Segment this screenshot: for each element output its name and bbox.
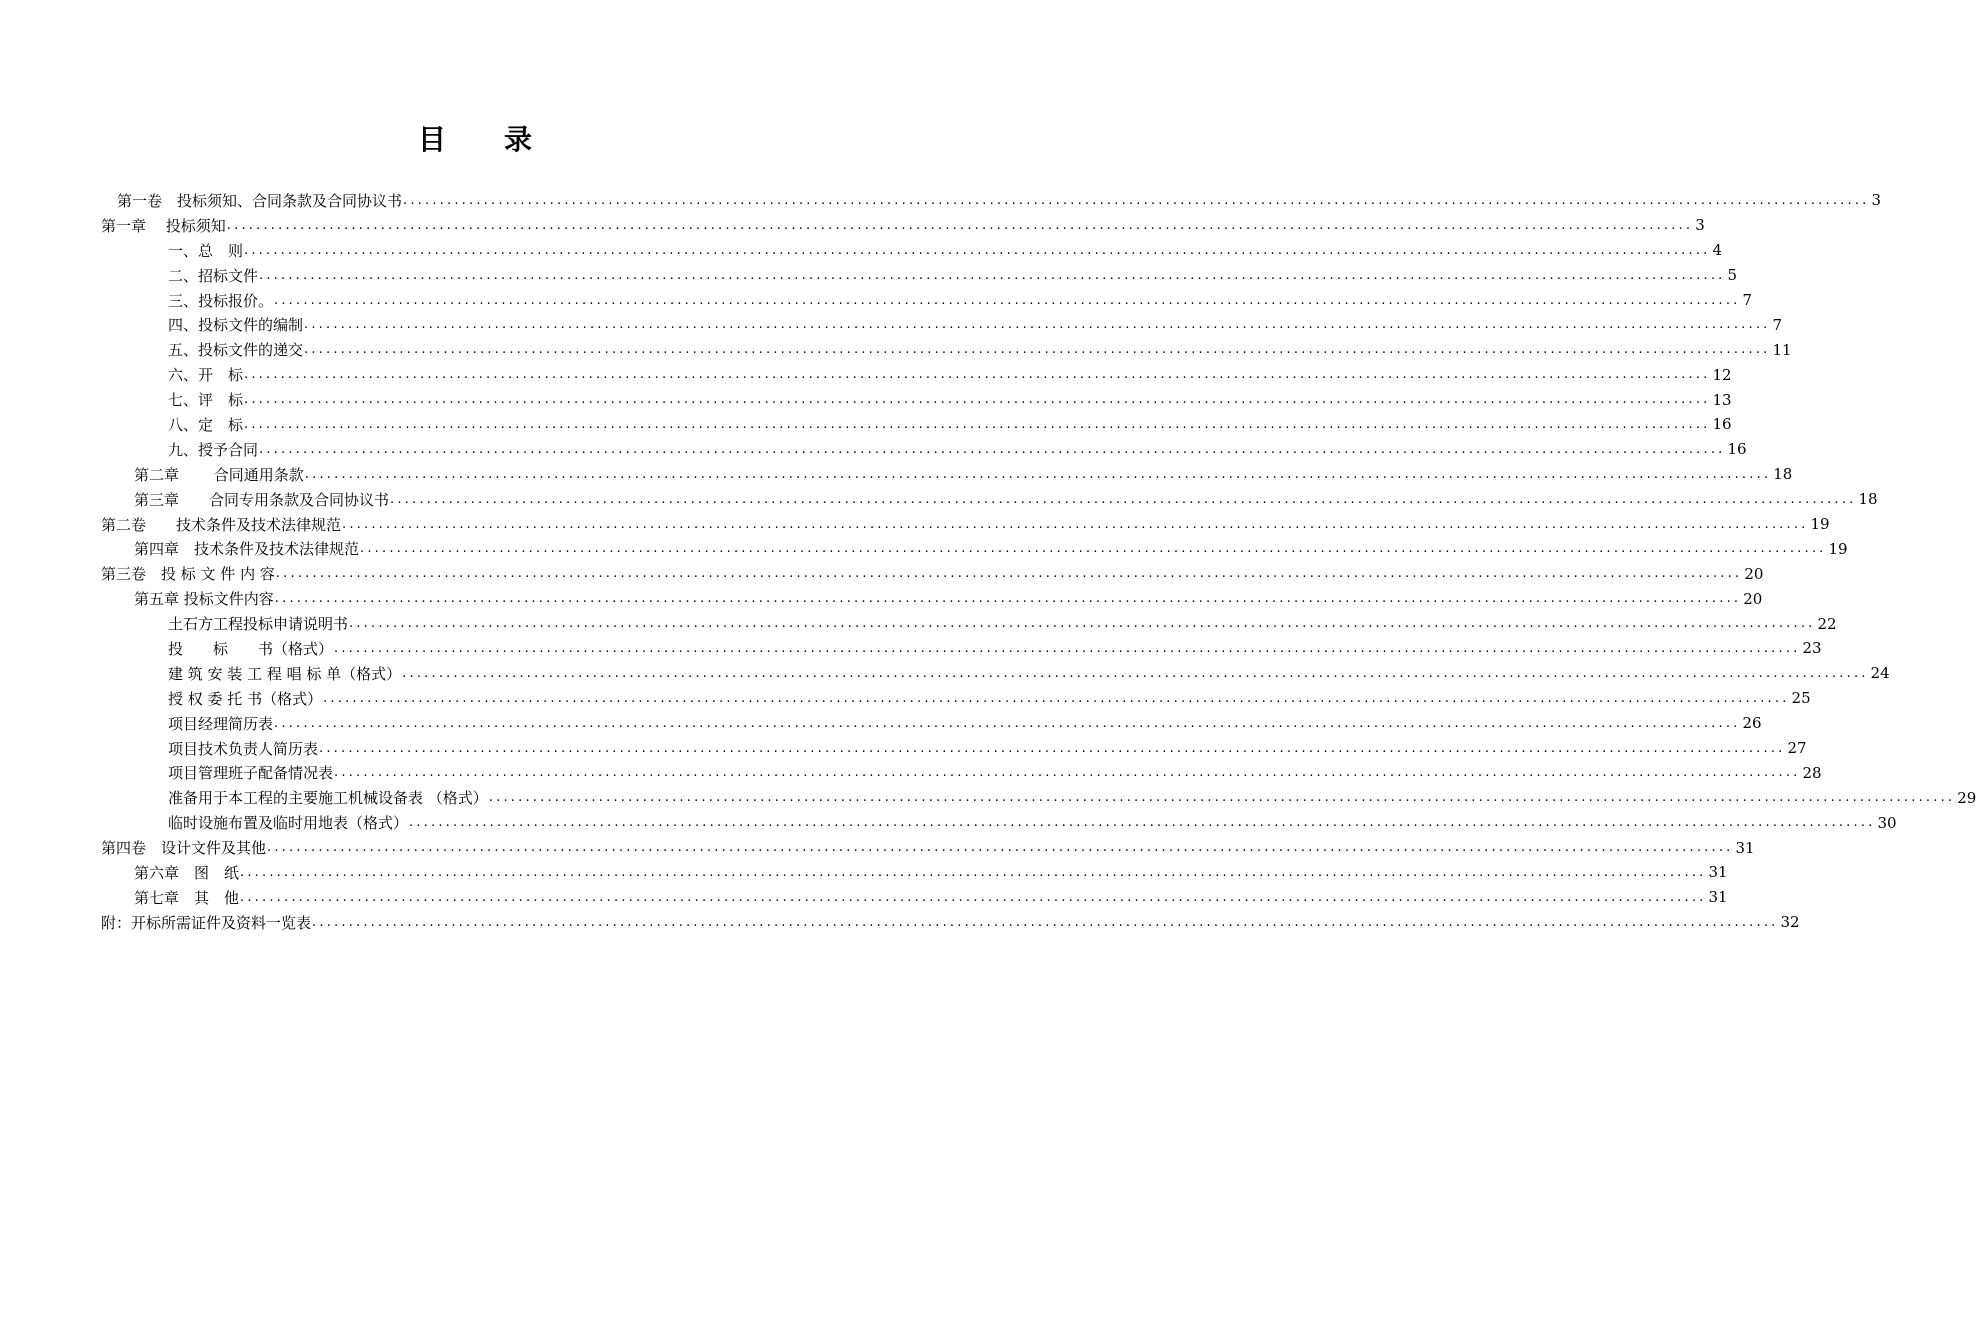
toc-entry-title: 四、投标文件的编制 — [168, 316, 304, 335]
toc-dot-leader: ........................................................................................................................................................................................................ — [226, 217, 1694, 233]
toc-dot-leader: ........................................................................................................................................................................................................ — [488, 790, 1956, 806]
toc-entry[interactable] — [0, 337, 1792, 362]
toc-dot-leader: ........................................................................................................................................................................................................ — [267, 840, 1734, 856]
toc-dot-leader: ........................................................................................................................................................................................................ — [409, 815, 1876, 831]
toc-entry-title: 二、招标文件 — [168, 266, 259, 285]
title-char-2: 录 — [504, 123, 533, 156]
toc-entry-page-number: 20 — [1743, 589, 1763, 608]
toc-entry-title: 六、开 标 — [168, 366, 244, 385]
toc-entry[interactable] — [0, 312, 1783, 337]
toc-entry-title: 第二章 合同通用条款 — [134, 465, 304, 484]
toc-dot-leader: ........................................................................................................................................................................................................ — [323, 690, 1790, 706]
toc-dot-leader: ........................................................................................................................................................................................................ — [244, 416, 1711, 432]
toc-entry-title: 九、授予合同 — [168, 440, 259, 459]
toc-entry-title: 第七章 其 他 — [134, 888, 240, 907]
toc-entry[interactable] — [0, 661, 1890, 686]
toc-entry-page-number: 27 — [1787, 739, 1807, 758]
toc-entry-page-number: 18 — [1773, 465, 1793, 484]
toc-entry-page-number: 22 — [1817, 614, 1837, 633]
toc-dot-leader: ........................................................................................................................................................................................................ — [274, 292, 1741, 308]
toc-entry[interactable] — [0, 561, 1764, 586]
toc-entry-title: 准备用于本工程的主要施工机械设备表 （格式） — [168, 789, 488, 808]
toc-dot-leader: ........................................................................................................................................................................................................ — [342, 516, 1809, 532]
toc-entry-title: 土石方工程投标申请说明书 — [168, 615, 349, 634]
toc-entry-title: 第一章 投标须知 — [101, 216, 226, 235]
toc-entry-title: 第一卷 投标须知、合同条款及合同协议书 — [117, 191, 403, 210]
page-title — [0, 118, 950, 158]
toc-entry-title: 八、定 标 — [168, 415, 244, 434]
toc-dot-leader: ........................................................................................................................................................................................................ — [244, 367, 1711, 383]
toc-entry[interactable] — [0, 760, 1822, 785]
toc-dot-leader: ........................................................................................................................................................................................................ — [244, 392, 1711, 408]
toc-entry[interactable] — [0, 512, 1830, 537]
toc-entry[interactable] — [0, 487, 1878, 512]
toc-entry[interactable] — [0, 288, 1753, 313]
title-char-1: 目 — [417, 123, 446, 156]
toc-dot-leader: ........................................................................................................................................................................................................ — [240, 889, 1707, 905]
toc-entry-title: 第四卷 设计文件及其他 — [101, 839, 267, 858]
toc-entry[interactable] — [0, 462, 1793, 487]
toc-dot-leader: ........................................................................................................................................................................................................ — [274, 591, 1742, 607]
toc-entry-title: 建 筑 安 装 工 程 唱 标 单（格式） — [168, 664, 402, 683]
toc-entry-page-number: 13 — [1712, 390, 1732, 409]
toc-entry[interactable] — [0, 586, 1763, 611]
toc-entry[interactable] — [0, 835, 1755, 860]
toc-dot-leader: ........................................................................................................................................................................................................ — [334, 640, 1801, 656]
toc-dot-leader: ........................................................................................................................................................................................................ — [275, 566, 1743, 582]
toc-entry[interactable] — [0, 437, 1747, 462]
toc-dot-leader: ........................................................................................................................................................................................................ — [304, 466, 1772, 482]
toc-entry-page-number: 12 — [1712, 365, 1732, 384]
toc-entry[interactable] — [0, 387, 1732, 412]
toc-entry-title: 临时设施布置及临时用地表（格式） — [168, 814, 409, 833]
toc-entry-page-number: 31 — [1708, 888, 1728, 907]
toc-entry[interactable] — [0, 785, 1976, 810]
toc-entry-title: 第二卷 技术条件及技术法律规范 — [101, 515, 342, 534]
toc-entry-page-number: 20 — [1744, 564, 1764, 583]
toc-dot-leader: ........................................................................................................................................................................................................ — [319, 740, 1786, 756]
toc-dot-leader: ........................................................................................................................................................................................................ — [244, 242, 1711, 258]
toc-dot-leader: ........................................................................................................................................................................................................ — [334, 765, 1801, 781]
toc-entry-page-number: 3 — [1871, 191, 1882, 210]
toc-entry-title: 授 权 委 托 书（格式） — [168, 689, 323, 708]
toc-entry[interactable] — [0, 188, 1882, 213]
toc-entry[interactable] — [0, 736, 1807, 761]
toc-entry-page-number: 24 — [1870, 664, 1890, 683]
toc-entry-title: 投 标 书（格式） — [168, 639, 334, 658]
toc-entry[interactable] — [0, 536, 1848, 561]
toc-entry-page-number: 19 — [1828, 539, 1848, 558]
toc-entry-title: 项目管理班子配备情况表 — [168, 764, 334, 783]
toc-entry-page-number: 26 — [1742, 714, 1762, 733]
toc-dot-leader: ........................................................................................................................................................................................................ — [312, 914, 1779, 930]
toc-entry[interactable] — [0, 636, 1822, 661]
toc-entry-title: 项目技术负责人简历表 — [168, 739, 319, 758]
toc-entry[interactable] — [0, 611, 1837, 636]
toc-dot-leader: ........................................................................................................................................................................................................ — [274, 715, 1741, 731]
toc-entry[interactable] — [0, 885, 1728, 910]
toc-entry-page-number: 16 — [1712, 415, 1732, 434]
toc-entry[interactable] — [0, 412, 1732, 437]
toc-dot-leader: ........................................................................................................................................................................................................ — [390, 491, 1857, 507]
toc-entry-page-number: 31 — [1735, 838, 1755, 857]
toc-dot-leader: ........................................................................................................................................................................................................ — [304, 342, 1771, 358]
toc-entry-page-number: 7 — [1772, 315, 1783, 334]
toc-entry-title: 第五章 投标文件内容 — [134, 590, 274, 609]
table-of-contents — [0, 188, 1976, 935]
toc-entry-page-number: 5 — [1727, 266, 1738, 285]
toc-entry-page-number: 16 — [1727, 440, 1747, 459]
toc-entry-title: 项目经理简历表 — [168, 714, 274, 733]
toc-entry[interactable] — [0, 860, 1728, 885]
toc-dot-leader: ........................................................................................................................................................................................................ — [240, 864, 1707, 880]
toc-entry[interactable] — [0, 263, 1738, 288]
toc-dot-leader: ........................................................................................................................................................................................................ — [259, 267, 1726, 283]
toc-entry-title: 附：开标所需证件及资料一览表 — [101, 913, 312, 932]
toc-dot-leader: ........................................................................................................................................................................................................ — [360, 541, 1827, 557]
toc-dot-leader: ........................................................................................................................................................................................................ — [259, 441, 1726, 457]
toc-entry-page-number: 11 — [1772, 340, 1792, 359]
toc-entry-page-number: 18 — [1858, 490, 1878, 509]
toc-entry-page-number: 19 — [1810, 515, 1830, 534]
toc-entry-title: 七、评 标 — [168, 391, 244, 410]
toc-entry-title: 一、总 则 — [168, 241, 244, 260]
toc-entry-page-number: 25 — [1791, 689, 1811, 708]
toc-dot-leader: ........................................................................................................................................................................................................ — [304, 317, 1771, 333]
toc-entry-title: 第三章 合同专用条款及合同协议书 — [134, 490, 390, 509]
toc-dot-leader: ........................................................................................................................................................................................................ — [349, 616, 1816, 632]
toc-entry[interactable] — [0, 213, 1705, 238]
toc-entry-page-number: 32 — [1780, 913, 1800, 932]
toc-entry-title: 第六章 图 纸 — [134, 863, 240, 882]
toc-entry-title: 三、投标报价。 — [168, 291, 274, 310]
toc-entry[interactable] — [0, 238, 1723, 263]
toc-entry-page-number: 29 — [1957, 788, 1976, 807]
toc-entry-page-number: 30 — [1877, 813, 1897, 832]
toc-entry-title: 五、投标文件的递交 — [168, 341, 304, 360]
toc-entry-title: 第四章 技术条件及技术法律规范 — [134, 540, 360, 559]
toc-entry-page-number: 7 — [1742, 291, 1753, 309]
toc-entry[interactable] — [0, 362, 1732, 387]
toc-entry-page-number: 3 — [1695, 216, 1705, 235]
toc-entry[interactable] — [0, 686, 1811, 711]
toc-dot-leader: ........................................................................................................................................................................................................ — [403, 192, 1870, 208]
toc-entry[interactable] — [0, 810, 1897, 835]
toc-entry-page-number: 31 — [1708, 863, 1728, 882]
toc-entry-page-number: 28 — [1802, 763, 1822, 782]
toc-entry-page-number: 4 — [1712, 241, 1723, 260]
toc-dot-leader: ........................................................................................................................................................................................................ — [402, 665, 1869, 681]
toc-entry[interactable] — [0, 910, 1800, 935]
toc-entry-title: 第三卷 投 标 文 件 内 容 — [101, 565, 275, 584]
toc-entry[interactable] — [0, 711, 1762, 736]
toc-entry-page-number: 23 — [1802, 639, 1822, 658]
